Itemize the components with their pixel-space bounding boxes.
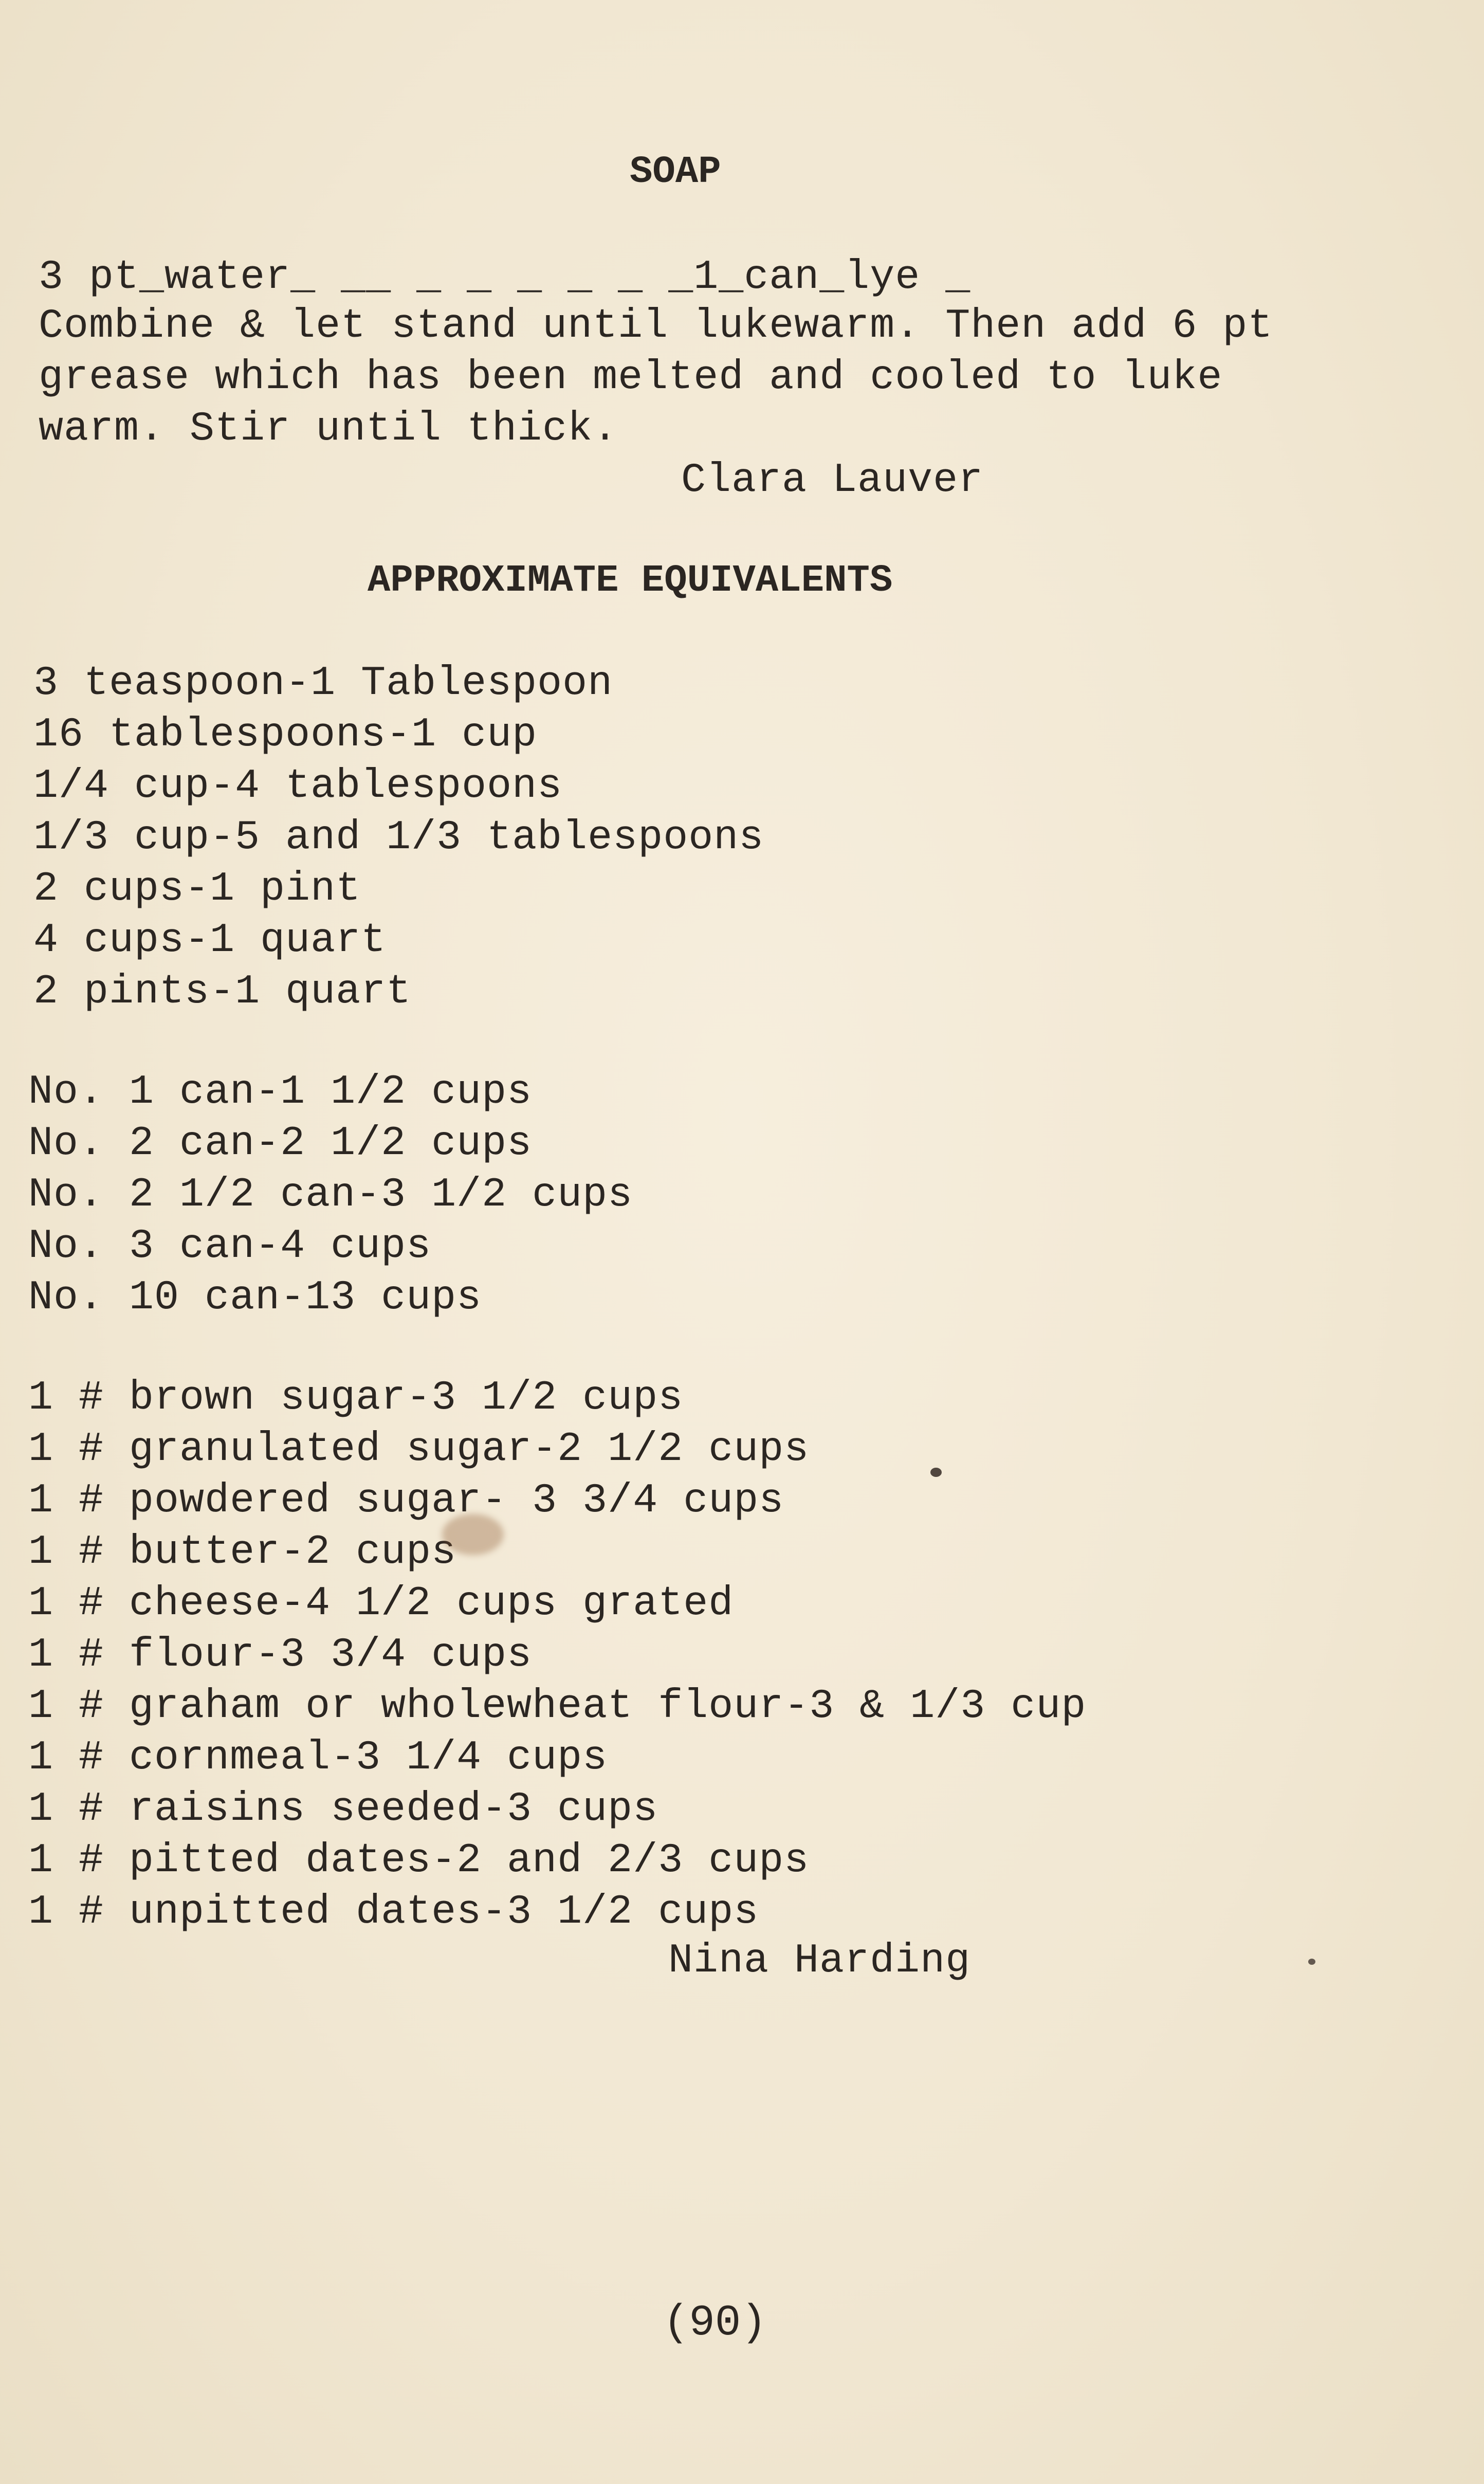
list-item: 1 # brown sugar-3 1/2 cups — [28, 1375, 684, 1421]
list-item: 1 # pitted dates-2 and 2/3 cups — [28, 1837, 810, 1884]
equivalents-title: APPROXIMATE EQUIVALENTS — [368, 559, 893, 602]
list-item: No. 3 can-4 cups — [28, 1223, 432, 1270]
page-number: (90) — [663, 2299, 767, 2348]
list-item: 2 cups-1 pint — [33, 866, 361, 912]
soap-instruction-line-3: warm. Stir until thick. — [39, 406, 618, 452]
soap-author: Clara Lauver — [681, 457, 984, 504]
soap-ingredient-line: 3 pt_water_ __ _ _ _ _ _ _1_can_lye _ — [39, 254, 971, 301]
list-item: 1/3 cup-5 and 1/3 tablespoons — [33, 814, 764, 861]
list-item: 1 # powdered sugar- 3 3/4 cups — [28, 1477, 784, 1524]
list-item: 1 # raisins seeded-3 cups — [28, 1786, 658, 1833]
list-item: No. 2 can-2 1/2 cups — [28, 1120, 533, 1167]
equivalents-author: Nina Harding — [668, 1938, 971, 1984]
soap-title: SOAP — [630, 151, 721, 194]
list-item: No. 1 can-1 1/2 cups — [28, 1069, 533, 1116]
list-item: 4 cups-1 quart — [33, 917, 387, 964]
list-item: 1 # graham or wholewheat flour-3 & 1/3 cup — [28, 1683, 1087, 1730]
soap-instruction-line-2: grease which has been melted and cooled to luke — [39, 354, 1223, 401]
soap-instruction-line-1: Combine & let stand until lukewarm. Then add 6 pt — [39, 303, 1273, 350]
list-item: 16 tablespoons-1 cup — [33, 711, 538, 758]
list-item: No. 10 can-13 cups — [28, 1274, 482, 1321]
list-item: 3 teaspoon-1 Tablespoon — [33, 660, 613, 707]
ink-smudge — [442, 1514, 504, 1555]
list-item: 1 # cheese-4 1/2 cups grated — [28, 1580, 734, 1627]
ink-dot — [930, 1468, 942, 1477]
list-item: 2 pints-1 quart — [33, 969, 412, 1015]
list-item: 1/4 cup-4 tablespoons — [33, 763, 563, 810]
list-item: 1 # granulated sugar-2 1/2 cups — [28, 1426, 810, 1473]
ink-dot — [1308, 1959, 1315, 1965]
list-item: 1 # cornmeal-3 1/4 cups — [28, 1734, 608, 1781]
list-item: 1 # unpitted dates-3 1/2 cups — [28, 1889, 759, 1935]
list-item: 1 # butter-2 cups — [28, 1529, 457, 1576]
list-item: No. 2 1/2 can-3 1/2 cups — [28, 1172, 633, 1218]
list-item: 1 # flour-3 3/4 cups — [28, 1632, 533, 1678]
